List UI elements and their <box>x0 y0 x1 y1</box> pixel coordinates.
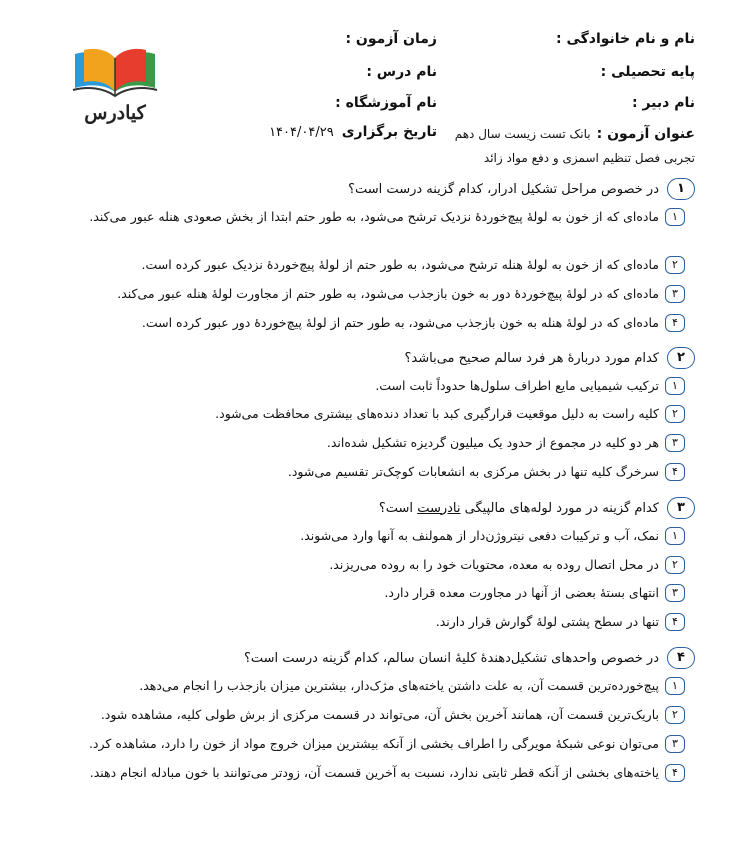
exam-title: عنوان آزمون :بانک تست زیست سال دهم <box>454 126 695 142</box>
question-2 <box>30 347 695 369</box>
option-2-3[interactable] <box>30 434 685 452</box>
option-text: در محل اتصال روده به معده، محتویات خود را به روده می‌ریزند. <box>329 557 659 572</box>
kiadars-logo <box>70 44 160 130</box>
option-1-4[interactable] <box>30 314 685 332</box>
option-3-3[interactable] <box>30 584 685 602</box>
question-number: ۳ <box>667 497 695 519</box>
exam-subtitle: تجربی فصل تنظیم اسمزی و دفع مواد زائد <box>483 151 695 165</box>
name-field: نام و نام خانوادگی : <box>555 31 695 47</box>
question-number: ۴ <box>667 647 695 669</box>
option-text: سرخرگ کلیه تنها در بخش مرکزی به انشعابات کوچک‌تر تقسیم می‌شود. <box>287 464 659 479</box>
option-number: ۳ <box>665 285 685 303</box>
option-2-1[interactable] <box>30 377 685 395</box>
option-number: ۱ <box>665 677 685 695</box>
option-number: ۴ <box>665 764 685 782</box>
option-4-3[interactable] <box>22 735 685 753</box>
logo-text: کیادرس <box>84 102 146 124</box>
option-4-4[interactable] <box>30 764 685 782</box>
option-number: ۱ <box>665 527 685 545</box>
option-4-1[interactable] <box>22 677 685 695</box>
option-number: ۱ <box>665 208 685 226</box>
option-1-1[interactable] <box>30 208 685 226</box>
question-number: ۲ <box>667 347 695 369</box>
option-text: ماده‌ای که در لولهٔ پیچ‌خوردهٔ دور به خون بازجذب می‌شود، به طور حتم از مجاورت لولهٔ هنله عبور می‌کند. <box>117 286 659 301</box>
option-number: ۴ <box>665 314 685 332</box>
option-number: ۳ <box>665 584 685 602</box>
question-1 <box>30 178 695 200</box>
option-text: نمک، آب و ترکیبات دفعی نیتروژن‌دار از همولنف به آنها وارد می‌شوند. <box>300 528 659 543</box>
option-text: می‌توان نوعی شبکهٔ مویرگی را اطراف بخشی از آنکه بیشترین میزان خروج مواد از خون را دارد، مشاهده کرد. <box>88 736 659 751</box>
option-number: ۳ <box>665 735 685 753</box>
exam-date: تاریخ برگزاری۱۴۰۴/۰۴/۲۹ <box>269 124 437 140</box>
exam-title-value: بانک تست زیست سال دهم <box>454 127 591 141</box>
option-2-4[interactable] <box>30 463 685 481</box>
teacher-field: نام دبیر : <box>632 95 695 111</box>
grade-field: پایه تحصیلی : <box>600 64 695 80</box>
option-text: انتهای بستهٔ بعضی از آنها در مجاورت معده قرار دارد. <box>384 585 659 600</box>
option-text: باریک‌ترین قسمت آن، همانند آخرین بخش آن، می‌تواند در قسمت مرکزی از برش طولی کلیه، مشاهده شود. <box>100 707 659 722</box>
question-4 <box>30 647 695 669</box>
option-text: ماده‌ای که از خون به لولهٔ هنله ترشح می‌شود، به طور حتم از لولهٔ پیچ‌خوردهٔ نزدیک عبور کرده است. <box>141 257 659 272</box>
course-field: نام درس : <box>366 64 437 80</box>
option-text: یاخته‌های بخشی از آنکه قطر ثابتی ندارد، نسبت به آخرین قسمت آن، زودتر می‌توانند با خون مبادله انجام دهند. <box>89 765 659 780</box>
school-field: نام آموزشگاه : <box>335 95 437 111</box>
time-field: زمان آزمون : <box>345 31 437 47</box>
option-3-2[interactable] <box>30 556 685 574</box>
open-book-icon <box>70 44 160 102</box>
option-text: پیچ‌خورده‌ترین قسمت آن، به علت داشتن یاخته‌های مژک‌دار، بیشترین میزان بازجذب را انجام می‌دهد. <box>139 678 659 693</box>
option-number: ۱ <box>665 377 685 395</box>
option-text: هر دو کلیه در مجموع از حدود یک میلیون گردیزه تشکیل شده‌اند. <box>326 435 659 450</box>
option-4-2[interactable] <box>22 706 685 724</box>
option-number: ۲ <box>665 405 685 423</box>
question-text: در خصوص مراحل تشکیل ادرار، کدام گزینه درست است؟ <box>348 181 659 197</box>
option-1-2[interactable] <box>30 256 685 274</box>
option-number: ۲ <box>665 256 685 274</box>
question-text: کدام مورد دربارهٔ هر فرد سالم صحیح می‌باشد؟ <box>404 350 659 366</box>
question-number: ۱ <box>667 178 695 200</box>
question-3 <box>30 497 695 519</box>
option-text: ماده‌ای که از خون به لولهٔ پیچ‌خوردهٔ نزدیک ترشح می‌شود، به طور حتم ابتدا از بخش صعودی هنله عبور می‌کند. <box>89 209 659 224</box>
option-3-4[interactable] <box>30 613 685 631</box>
option-number: ۲ <box>665 706 685 724</box>
option-text: تنها در سطح پشتی لولهٔ گوارش قرار دارند. <box>435 614 659 629</box>
option-text: ماده‌ای که در لولهٔ هنله به خون بازجذب می‌شود، به طور حتم از لولهٔ پیچ‌خوردهٔ دور عبور کرده است. <box>141 315 659 330</box>
option-number: ۴ <box>665 613 685 631</box>
option-2-2[interactable] <box>30 405 685 423</box>
option-number: ۳ <box>665 434 685 452</box>
emphasis-word: نادرست <box>417 500 461 516</box>
option-text: کلیه راست به دلیل موقعیت قرارگیری کبد با تعداد دنده‌های بیشتری محافظت می‌شود. <box>215 406 659 421</box>
option-1-3[interactable] <box>30 285 685 303</box>
option-text: ترکیب شیمیایی مایع اطراف سلول‌ها حدوداً ثابت است. <box>375 378 659 393</box>
option-3-1[interactable] <box>30 527 685 545</box>
option-number: ۲ <box>665 556 685 574</box>
question-text: در خصوص واحدهای تشکیل‌دهندهٔ کلیهٔ انسان سالم، کدام گزینه درست است؟ <box>243 650 659 666</box>
question-text: کدام گزینه در مورد لوله‌های مالپیگی نادرست است؟ <box>378 500 659 516</box>
exam-date-value: ۱۴۰۴/۰۴/۲۹ <box>269 125 334 140</box>
option-number: ۴ <box>665 463 685 481</box>
